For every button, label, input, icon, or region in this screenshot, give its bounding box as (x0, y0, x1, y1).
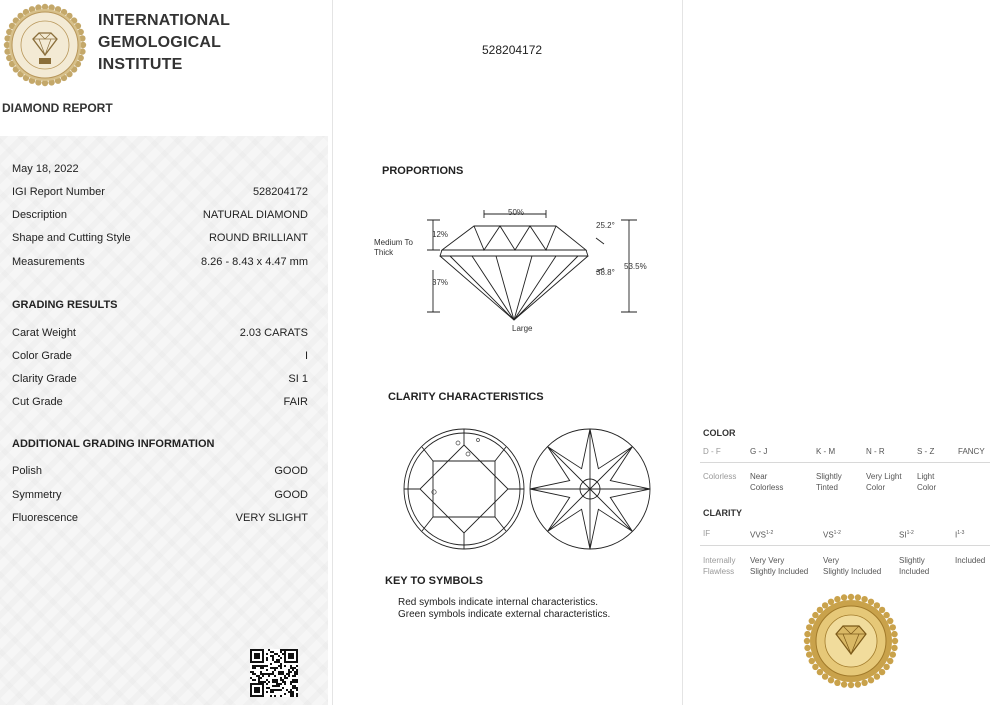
field-label: Symmetry (12, 489, 62, 501)
field-row (12, 350, 308, 366)
key-to-symbols-heading: KEY TO SYMBOLS (385, 575, 484, 587)
field-row (12, 256, 308, 272)
field-value: VERY SLIGHT (235, 512, 308, 524)
field-label: Measurements (12, 256, 85, 268)
field-value: GOOD (274, 465, 308, 477)
clarity-desc: Slightly (899, 556, 925, 565)
crown-angle: 25.2° (596, 221, 615, 230)
field-value: GOOD (274, 489, 308, 501)
field-value: I (304, 350, 308, 362)
pavilion-angle: 38.8° (596, 268, 615, 277)
field-label: Carat Weight (12, 327, 76, 339)
clarity-grade (955, 528, 964, 541)
table-percentage: 50% (508, 208, 525, 217)
clarity-desc: Included (955, 556, 986, 565)
total-depth: 53.5% (624, 262, 647, 271)
grading-results-heading: GRADING RESULTS (12, 299, 118, 311)
clarity-grade (899, 528, 914, 541)
field-label: Fluorescence (12, 512, 79, 524)
field-row (12, 489, 308, 505)
clarity-grade-label: SI (899, 530, 907, 540)
clarity-grade-range: 1-2 (833, 530, 841, 536)
clarity-grade (750, 528, 773, 541)
color-desc: Very Light (866, 472, 902, 481)
color-desc: Light (917, 472, 935, 481)
report-date-row (12, 163, 308, 179)
color-grade: S - Z (917, 447, 935, 456)
clarity-grade-label: IF (703, 529, 711, 538)
clarity-grade (703, 528, 710, 539)
clarity-desc: Flawless (703, 567, 735, 576)
field-row (12, 232, 308, 248)
clarity-desc: Slightly Included (750, 567, 809, 576)
field-label: Color Grade (12, 350, 72, 362)
field-row (12, 327, 308, 343)
clarity-grade-label: VVS (750, 530, 767, 540)
crown-height: 12% (432, 230, 449, 239)
pavilion-depth: 37% (432, 278, 449, 287)
field-value: 2.03 CARATS (239, 327, 308, 339)
additional-info-heading: ADDITIONAL GRADING INFORMATION (12, 438, 215, 450)
color-desc: Tinted (816, 483, 838, 492)
field-value: NATURAL DIAMOND (202, 209, 308, 221)
field-label: IGI Report Number (12, 186, 105, 198)
field-value: 528204172 (252, 186, 308, 198)
proportions-heading: PROPORTIONS (382, 165, 464, 177)
key-line-internal: Red symbols indicate internal characteristics. (398, 597, 599, 608)
report-number-header: 528204172 (482, 43, 543, 57)
field-value: FAIR (283, 396, 308, 408)
key-line-external: Green symbols indicate external characteristics. (398, 609, 611, 620)
field-value: 8.26 - 8.43 x 4.47 mm (201, 256, 308, 268)
brand-name-line-1: INTERNATIONAL (98, 12, 231, 29)
field-row (12, 396, 308, 412)
color-grade: G - J (750, 447, 768, 456)
field-row (12, 512, 308, 528)
clarity-desc: Slightly Included (823, 567, 882, 576)
report-title: DIAMOND REPORT (2, 101, 113, 115)
clarity-plot-diagram (398, 426, 658, 552)
qr-code-icon[interactable] (250, 649, 298, 697)
clarity-grade-label: I (955, 530, 958, 540)
clarity-grade (823, 528, 841, 541)
clarity-desc: Very Very (750, 556, 785, 565)
color-scale-heading: COLOR (703, 428, 736, 438)
clarity-grade-range: 1-2 (766, 530, 774, 536)
culet-size: Large (512, 324, 533, 333)
clarity-desc: Internally (703, 556, 736, 565)
clarity-grade-label: VS (823, 530, 834, 540)
color-desc: Color (866, 483, 886, 492)
color-desc: Colorless (750, 483, 784, 492)
color-grade: D - F (703, 447, 721, 456)
color-desc: Near (750, 472, 768, 481)
brand-name-line-3: INSTITUTE (98, 56, 183, 73)
girdle-thickness: Medium To Thick (374, 238, 413, 257)
field-label: Cut Grade (12, 396, 63, 408)
report-date: May 18, 2022 (12, 163, 79, 175)
field-row (12, 465, 308, 481)
field-value: ROUND BRILLIANT (208, 232, 308, 244)
color-grade: N - R (866, 447, 885, 456)
scale-divider (700, 545, 990, 546)
clarity-grade-range: 1-3 (957, 530, 965, 536)
clarity-desc: Included (899, 567, 930, 576)
field-label: Shape and Cutting Style (12, 232, 131, 244)
clarity-characteristics-heading: CLARITY CHARACTERISTICS (388, 391, 544, 403)
field-label: Clarity Grade (12, 373, 77, 385)
field-row (12, 186, 308, 202)
scale-divider (700, 462, 990, 463)
igi-seal-icon (3, 3, 87, 87)
clarity-desc: Very (823, 556, 840, 565)
clarity-grade-range: 1-2 (906, 530, 914, 536)
field-value: SI 1 (288, 373, 308, 385)
color-desc: Colorless (703, 472, 737, 481)
field-label: Polish (12, 465, 42, 477)
color-grade: FANCY (958, 447, 985, 456)
color-desc: Slightly (816, 472, 842, 481)
clarity-scale-heading: CLARITY (703, 508, 742, 518)
gold-hologram-seal-icon (802, 592, 900, 690)
field-row (12, 373, 308, 389)
color-grade: K - M (816, 447, 836, 456)
field-label: Description (12, 209, 68, 221)
brand-name-line-2: GEMOLOGICAL (98, 34, 222, 51)
color-desc: Color (917, 483, 937, 492)
field-row (12, 209, 308, 225)
